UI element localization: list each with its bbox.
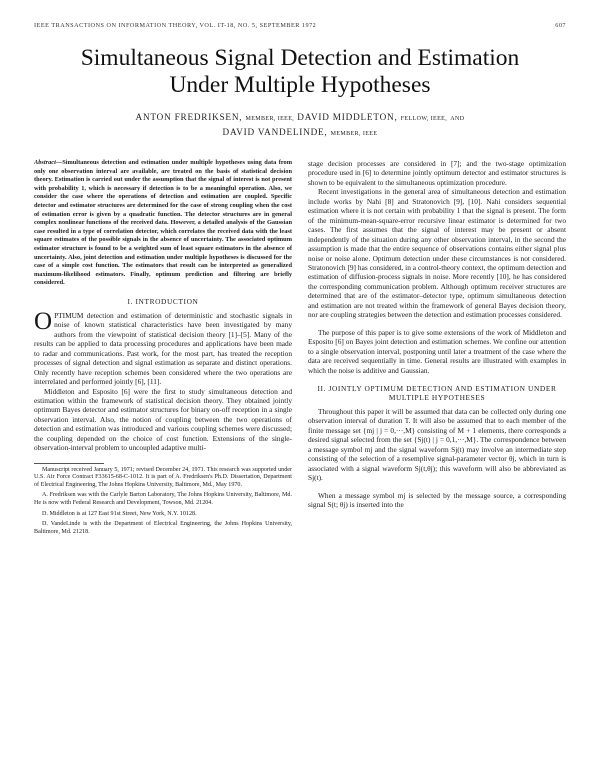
intro-paragraph-2: Middleton and Esposito [6] were the first to study simultaneous detection and estimation within the framework of statistical decision theory. They obtained jointly optimum Bayes detector and estimator structures for binary on-off reception in a single observation interval. Also, the notion of coupling between the two operations of detection and estimation was introduced and various coupling schemes were discussed; the coupling depended on the choice of cost function. Extensions of the single-observation-interval problem to uncoupled adaptive multi- (34, 386, 292, 453)
body-paragraph: stage decision processes are considered in [7]; and the two-stage optimization procedure used in [6] to determine jointly optimum detector and estimator structures is shown to be equivalent to the simultaneous optimization procedure. (308, 159, 566, 187)
paragraph-text: PTIMUM detection and estimation of deterministic and stochastic signals in noise of known statistical characteristics have been investigated by many authors from the viewpoint of statistical decision theory [1]–[5]. Many of the results can be applied to data processing procedures and applications have been made to radar and communications. Past work, for the most part, has treated the reception processes of signal detection and signal estimation as separate and distinct operations. Only recently have reception schemes been considered where the two operations are interrelated and performed jointly [6], [11]. (34, 310, 292, 387)
title-line-1: Simultaneous Signal Detection and Estimation (80, 45, 520, 71)
left-column (34, 159, 292, 536)
section-heading: I. INTRODUCTION (127, 296, 199, 306)
author-name: DAVID MIDDLETON, (297, 112, 398, 122)
footnote: D. VandeLinde is with the Department of Electrical Engineering, the Johns Hopkins University, Baltimore, Md. 21218. (34, 521, 292, 535)
intro-paragraph-1 (34, 307, 292, 387)
body-paragraph: Recent investigations in the general area of simultaneous detection and estimation include works by Nahi [8] and Stratonovich [9], [10]. Nahi considers sequential estimation where it is not certain with probability 1 that the signal is present. The form of the minimum-mean-square-error recursive linear estimator is determined for two cases. The first assumes that the signal of interest may be present or absent independently of the situation during any other observation interval, in the second the assumption is made that the entire sequence of observations contains either signal plus noise or noise alone. Optimum detection under these circumstances is not considered. Stratonovich [9] has considered, in a control-theory context, the optimum detection and estimation of diffusion-process signals in noise. More recently [10], he has considered the corresponding communication problem. Although optimum receiver structures are determined that are of the estimator–detector type, optimum simultaneous detection and estimation are not treated within the framework of general Bayes decision theory, nor are coupling strategies between the detection and estimation processes considered. (308, 187, 566, 320)
running-head (34, 22, 566, 29)
two-column-body (34, 159, 566, 536)
drop-cap: O (34, 307, 53, 335)
footnote: Manuscript received January 5, 1971; revised December 24, 1971. This research was supported under U.S. Air Force Contract F33615-68-C-1012. It is part of A. Fredriksen's Ph.D. Dissertation, Department of Electrical Engineering, The Johns Hopkins University, Baltimore, Md., May 1970. (34, 466, 292, 488)
paper-title (34, 45, 566, 99)
author-conjunction: AND (450, 116, 465, 122)
abstract (34, 159, 292, 288)
section-heading: II. JOINTLY OPTIMUM DETECTION AND ESTIMATION UNDER MULTIPLE HYPOTHESES (317, 383, 557, 402)
right-column (308, 159, 566, 536)
footnote: A. Fredriksen was with the Carlyle Barton Laboratory, The Johns Hopkins University, Baltimore, Md. He is now with Federal Research and Development, Towson, Md. 21204. (34, 492, 292, 507)
footnote-rule (34, 463, 104, 464)
author-list (34, 111, 566, 141)
journal-citation: IEEE TRANSACTIONS ON INFORMATION THEORY, VOL. IT-18, NO. 5, SEPTEMBER 1972 (34, 22, 317, 29)
author-name: ANTON FREDRIKSEN, (135, 112, 243, 122)
author-degree: FELLOW, IEEE, (400, 116, 448, 122)
author-degree: MEMBER, IEEE, (245, 116, 295, 122)
body-paragraph: When a message symbol mj is selected by the message source, a corresponding signal S(t; θj) is inserted into the (308, 490, 566, 510)
author-degree: MEMBER, IEEE (330, 131, 378, 137)
title-line-2: Under Multiple Hypotheses (169, 72, 431, 98)
abstract-text: Simultaneous detection and estimation under multiple hypotheses using data from only one observation interval are available, are treated on the basis of statistical decision theory. Estimation is carried out under the assumption that the signal of interest is not present with probability 1, which is necessary if detection is to be a meaningful operation. Also, we consider the case where the operations of detection and estimation are coupled. Specific detector and estimator structures are determined for the case of strong coupling when the cost of estimation error is given by a quadratic function. The detector structures are in general complex nonlinear functions of the received data. However, a detailed analysis of the Gaussian case resulted in a type of correlation detector, which correlates the received data with the least square estimates of the possible signals in the absence of uncertainty. The associated optimum estimator structure is found to be a weighted sum of least square estimators in the absence of uncertainty. Also, joint detection and estimation under multiple hypotheses is discussed for the case of a simple cost function. The estimators that result can be interpreted as generalized maximum-likelihood estimators. Finally, optimum prediction and filtering are briefly considered. (34, 159, 292, 287)
body-paragraph: The purpose of this paper is to give some extensions of the work of Middleton and Esposito [6] on Bayes joint detection and estimation schemes. We confine our attention to a single observation interval, postponing until later a treatment of the case where the data are received sequentially in time. General results are illustrated with examples in which the noise is additive and Gaussian. (308, 327, 566, 375)
body-paragraph: Throughout this paper it will be assumed that data can be collected only during one observation interval of duration T. It will also be assumed that to each member of the finite message set {mj | j = 0,···,M} consisting of M + 1 elements, there corresponds a desired signal selected from the set {Sj(t) | j = 0,1,···,M}. The correspondence between a message symbol mj and the signal waveform Sj(t) may involve an intermediate step consisting of the selection of a resemplive signal-parameter vector θj, which in turn is associated with a signal waveform Sj(t,θj); this waveform will also be abbreviated as Sj(t). (308, 406, 566, 483)
author-name: DAVID VANDELINDE, (222, 127, 328, 137)
abstract-label: Abstract— (34, 159, 63, 166)
page-number: 607 (555, 22, 566, 29)
footnote: D. Middleton is at 127 East 91st Street, New York, N.Y. 10128. (42, 510, 197, 517)
